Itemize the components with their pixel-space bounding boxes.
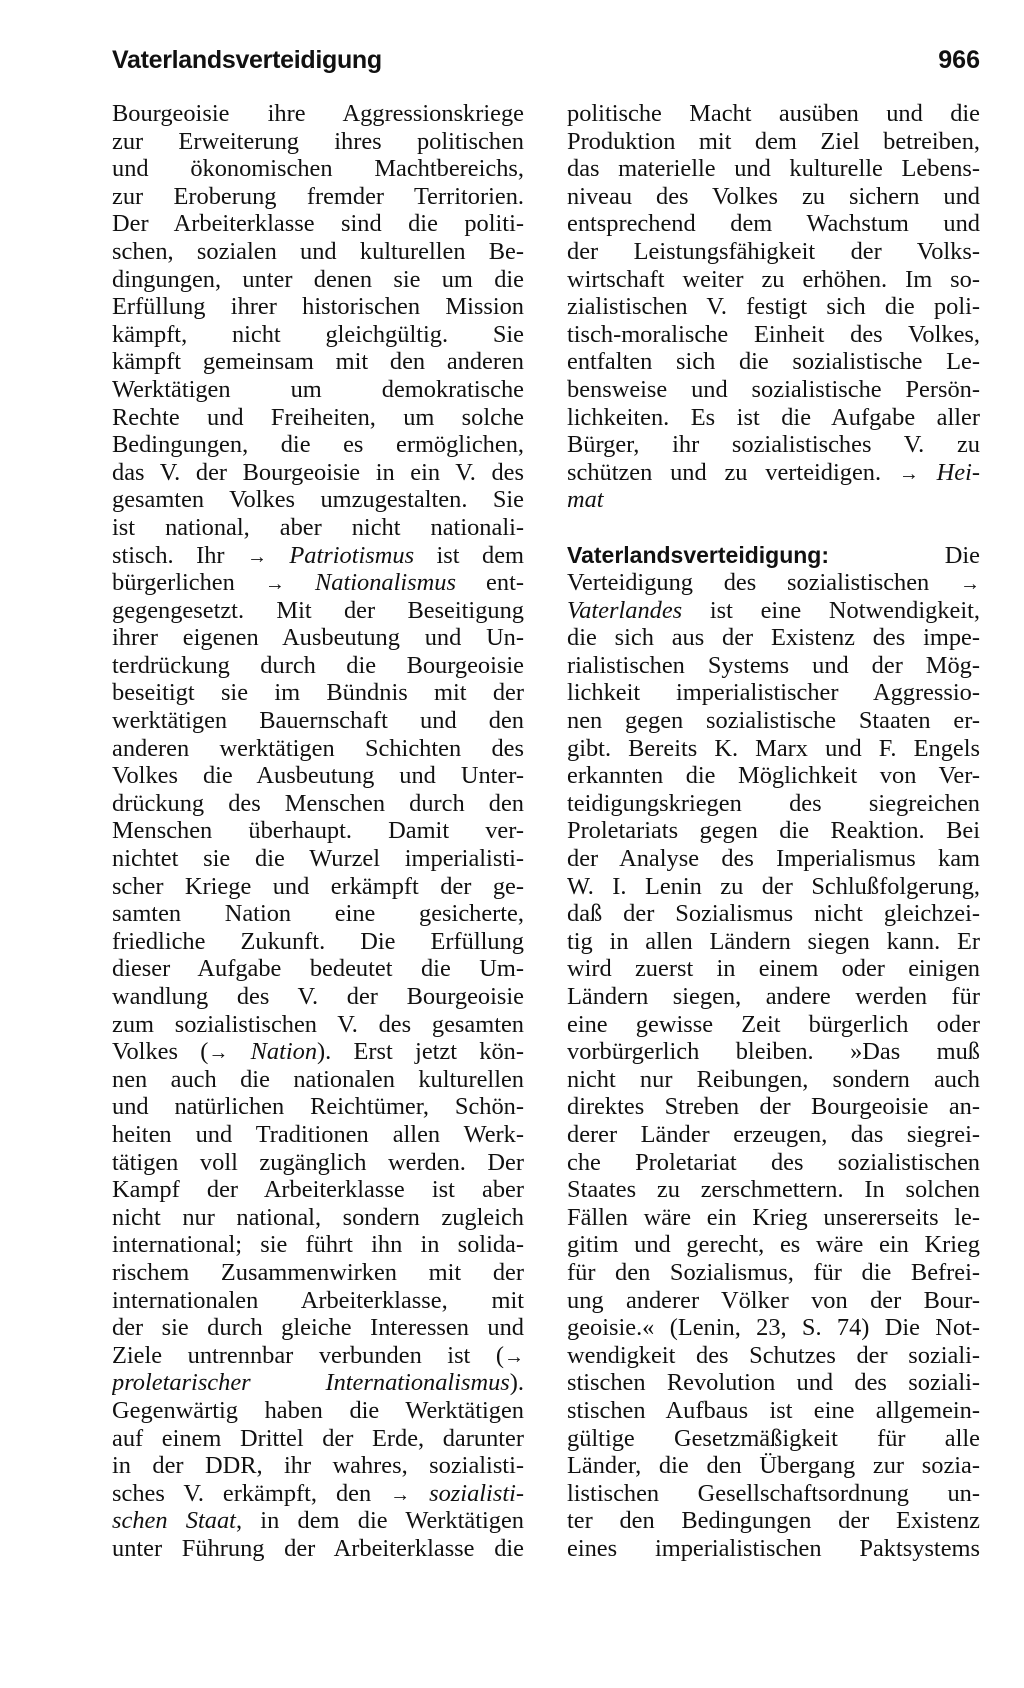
text-line: anderen werktätigen Schichten des bbox=[112, 734, 524, 762]
text-line: erkannten die Möglichkeit von Ver- bbox=[567, 762, 980, 790]
text-line: wirtschaft weiter zu erhöhen. Im so- bbox=[567, 265, 980, 293]
text-line: Länder, die den Übergang zur sozia- bbox=[567, 1452, 980, 1480]
text-line: gegengesetzt. Mit der Beseitigung bbox=[112, 596, 524, 624]
text-line: Der Arbeiterklasse sind die politi- bbox=[112, 210, 524, 238]
text-line: stisch. Ihr → Patriotismus ist dem bbox=[112, 541, 524, 569]
text-line: proletarischer Internationalismus). bbox=[112, 1369, 524, 1397]
text-line: politische Macht ausüben und die bbox=[567, 100, 980, 127]
right-column bbox=[567, 100, 980, 1562]
text-line: auf einem Drittel der Erde, darunter bbox=[112, 1424, 524, 1452]
text-line: schen, sozialen und kulturellen Be- bbox=[112, 237, 524, 265]
entry-first-line bbox=[567, 542, 980, 570]
text-line: Volkes die Ausbeutung und Unter- bbox=[112, 762, 524, 790]
text-line: werktätigen Bauernschaft und den bbox=[112, 707, 524, 735]
text-line: wendigkeit des Schutzes der soziali- bbox=[567, 1341, 980, 1369]
text-line: lichkeit imperialistischer Aggressio- bbox=[567, 679, 980, 707]
text-line: scher Kriege und erkämpft der ge- bbox=[112, 872, 524, 900]
text-line: Bürger, ihr sozialistisches V. zu bbox=[567, 431, 980, 459]
text-line: wandlung des V. der Bourgeoisie bbox=[112, 983, 524, 1010]
text-line: unter Führung der Arbeiterklasse die bbox=[112, 1534, 524, 1562]
text-line: das materielle und kulturelle Lebens- bbox=[567, 155, 980, 183]
text-line: samten Nation eine gesicherte, bbox=[112, 900, 524, 928]
text-line: teidigungskriegen des siegreichen bbox=[567, 789, 980, 817]
text-line: international; sie führt ihn in solida- bbox=[112, 1231, 524, 1259]
text-line: gesamten Volkes umzugestalten. Sie bbox=[112, 486, 524, 514]
text-line: schützen und zu verteidigen. → Hei- bbox=[567, 458, 980, 486]
text-line: Kampf der Arbeiterklasse ist aber bbox=[112, 1176, 524, 1204]
text-line: gitim und gerecht, es wäre ein Krieg bbox=[567, 1231, 980, 1259]
right-column-continuation bbox=[567, 100, 980, 514]
text-line: ihrer eigenen Ausbeutung und Un- bbox=[112, 624, 524, 652]
text-line: ter den Bedingungen der Existenz bbox=[567, 1507, 980, 1535]
text-line: kämpft, nicht gleichgültig. Sie bbox=[112, 320, 524, 348]
text-line: zur Eroberung fremder Territorien. bbox=[112, 182, 524, 210]
text-line: entsprechend dem Wachstum und bbox=[567, 210, 980, 238]
text-line: stischen Aufbaus ist eine allgemein- bbox=[567, 1396, 980, 1424]
paragraph-gap bbox=[567, 514, 980, 542]
text-line: zialistischen V. festigt sich die poli- bbox=[567, 293, 980, 321]
text-line: Ziele untrennbar verbunden ist (→ bbox=[112, 1341, 524, 1369]
text-line: Vaterlandes ist eine Notwendigkeit, bbox=[567, 596, 980, 624]
text-line: tisch-moralische Einheit des Volkes, bbox=[567, 320, 980, 348]
text-line: niveau des Volkes zu sichern und bbox=[567, 182, 980, 210]
text-line: friedliche Zukunft. Die Erfüllung bbox=[112, 927, 524, 955]
running-head: Vaterlandsverteidigung bbox=[112, 46, 382, 74]
text-line: Ländern siegen, andere werden für bbox=[567, 983, 980, 1010]
text-line: Rechte und Freiheiten, um solche bbox=[112, 403, 524, 431]
text-line: und ökonomischen Machtbereichs, bbox=[112, 155, 524, 183]
text-line: mat bbox=[567, 486, 604, 514]
text-line: kämpft gemeinsam mit den anderen bbox=[112, 348, 524, 376]
text-line: nichtet sie die Wurzel imperialisti- bbox=[112, 845, 524, 873]
text-line: terdrückung durch die Bourgeoisie bbox=[112, 651, 524, 679]
text-line: tätigen voll zugänglich werden. Der bbox=[112, 1148, 524, 1176]
text-line: eine gewisse Zeit bürgerlich oder bbox=[567, 1010, 980, 1038]
text-line: derer Länder erzeugen, das siegrei- bbox=[567, 1120, 980, 1148]
text-line: gibt. Bereits K. Marx und F. Engels bbox=[567, 734, 980, 762]
text-line: schen Staat, in dem die Werktätigen bbox=[112, 1507, 524, 1535]
text-line: nicht nur national, sondern zugleich bbox=[112, 1203, 524, 1231]
text-line: stischen Revolution und des soziali- bbox=[567, 1369, 980, 1397]
text-line: dieser Aufgabe bedeutet die Um- bbox=[112, 955, 524, 983]
text-line: zum sozialistischen V. des gesamten bbox=[112, 1010, 524, 1038]
text-line: nicht nur Reibungen, sondern auch bbox=[567, 1065, 980, 1093]
text-line: tig in allen Ländern siegen kann. Er bbox=[567, 927, 980, 955]
text-line: W. I. Lenin zu der Schlußfolgerung, bbox=[567, 872, 980, 900]
text-line: bürgerlichen → Nationalismus ent- bbox=[112, 569, 524, 597]
text-line: internationalen Arbeiterklasse, mit bbox=[112, 1286, 524, 1314]
text-line: beseitigt sie im Bündnis mit der bbox=[112, 679, 524, 707]
text-line: Proletariats gegen die Reaktion. Bei bbox=[567, 817, 980, 845]
text-line: che Proletariat des sozialistischen bbox=[567, 1148, 980, 1176]
text-line: listischen Gesellschaftsordnung un- bbox=[567, 1479, 980, 1507]
text-line: Werktätigen um demokratische bbox=[112, 375, 524, 403]
text-line: sches V. erkämpft, den → sozialisti- bbox=[112, 1479, 524, 1507]
text-line: bensweise und sozialistische Persön- bbox=[567, 375, 980, 403]
text-line: der sie durch gleiche Interessen und bbox=[112, 1314, 524, 1342]
text-line: lichkeiten. Es ist die Aufgabe aller bbox=[567, 403, 980, 431]
entry-headword: Vaterlandsverteidigung: bbox=[567, 541, 830, 568]
entry-first-line-text: Die bbox=[944, 541, 980, 569]
text-line: Erfüllung ihrer historischen Mission bbox=[112, 293, 524, 321]
text-line: vorbürgerlich bleiben. »Das muß bbox=[567, 1038, 980, 1066]
text-line: das V. der Bourgeoisie in ein V. des bbox=[112, 458, 524, 486]
entry-body bbox=[567, 569, 980, 1562]
text-line: zur Erweiterung ihres politischen bbox=[112, 127, 524, 155]
text-line: ung anderer Völker von der Bour- bbox=[567, 1286, 980, 1314]
text-line: nen auch die nationalen kulturellen bbox=[112, 1065, 524, 1093]
text-line: Staates zu zerschmettern. In solchen bbox=[567, 1176, 980, 1204]
page-number: 966 bbox=[938, 46, 980, 74]
text-line: für den Sozialismus, für die Befrei- bbox=[567, 1258, 980, 1286]
text-line: der Leistungsfähigkeit der Volks- bbox=[567, 237, 980, 265]
text-line: die sich aus der Existenz des impe- bbox=[567, 624, 980, 652]
text-line: eines imperialistischen Paktsystems bbox=[567, 1534, 980, 1562]
text-line: Fällen wäre ein Krieg unsererseits le- bbox=[567, 1203, 980, 1231]
text-line: wird zuerst in einem oder einigen bbox=[567, 955, 980, 983]
page-header bbox=[112, 46, 980, 86]
text-line: ist national, aber nicht nationali- bbox=[112, 513, 524, 541]
text-line: Gegenwärtig haben die Werktätigen bbox=[112, 1396, 524, 1424]
text-line: Bourgeoisie ihre Aggressionskriege bbox=[112, 100, 524, 127]
text-line: und natürlichen Reichtümer, Schön- bbox=[112, 1093, 524, 1121]
text-line: direktes Streben der Bourgeoisie an- bbox=[567, 1093, 980, 1121]
text-line: rialistischen Systems und der Mög- bbox=[567, 651, 980, 679]
text-line: Volkes (→ Nation). Erst jetzt kön- bbox=[112, 1038, 524, 1066]
text-line: heiten und Traditionen allen Werk- bbox=[112, 1120, 524, 1148]
text-line: Produktion mit dem Ziel betreiben, bbox=[567, 127, 980, 155]
text-line: entfalten sich die sozialistische Le- bbox=[567, 348, 980, 376]
text-line: der Analyse des Imperialismus kam bbox=[567, 845, 980, 873]
text-line: gültige Gesetzmäßigkeit für alle bbox=[567, 1424, 980, 1452]
text-line: Bedingungen, die es ermöglichen, bbox=[112, 431, 524, 459]
left-column bbox=[112, 100, 524, 1562]
text-line: nen gegen sozialistische Staaten er- bbox=[567, 707, 980, 735]
text-line: rischem Zusammenwirken mit der bbox=[112, 1258, 524, 1286]
text-line: geoisie.« (Lenin, 23, S. 74) Die Not- bbox=[567, 1314, 980, 1342]
text-line: daß der Sozialismus nicht gleichzei- bbox=[567, 900, 980, 928]
text-line: dingungen, unter denen sie um die bbox=[112, 265, 524, 293]
text-line: in der DDR, ihr wahres, sozialisti- bbox=[112, 1452, 524, 1480]
text-line: Menschen überhaupt. Damit ver- bbox=[112, 817, 524, 845]
text-line: drückung des Menschen durch den bbox=[112, 789, 524, 817]
text-line: Verteidigung des sozialistischen → bbox=[567, 569, 980, 597]
